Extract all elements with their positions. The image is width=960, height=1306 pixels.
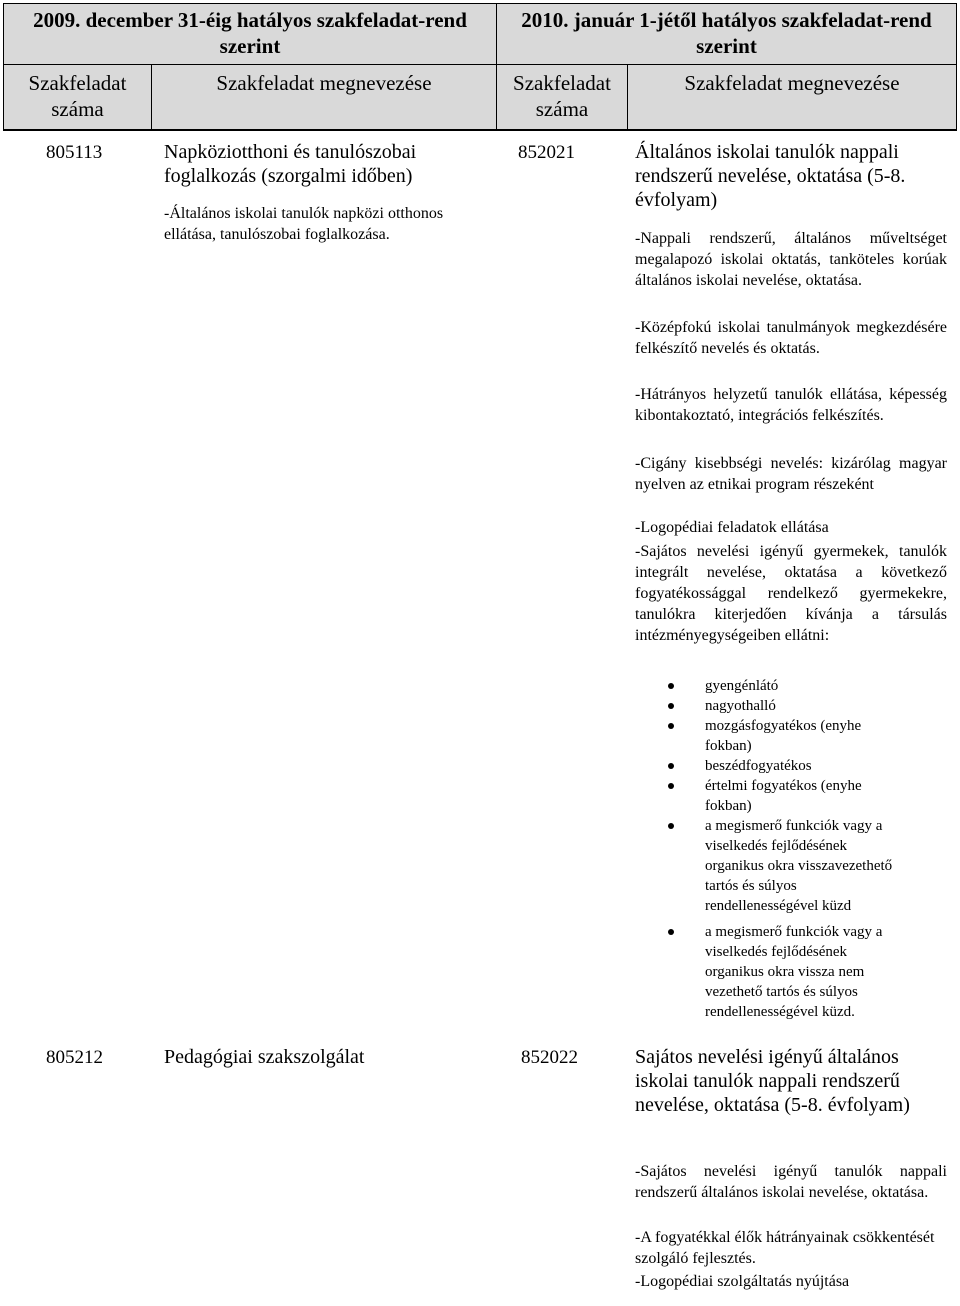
list-item: nagyothalló — [705, 696, 895, 716]
new-code: 852022 — [521, 1047, 578, 1068]
new-desc-item: -A fogyatékkal élők hátrányainak csökkentését szolgáló fejlesztés. — [635, 1229, 935, 1267]
bullet-icon — [668, 723, 674, 729]
list-item: a megismerő funkciók vagy a viselkedés fejlődésének organikus okra vissza nem vezethető tartós és súlyos rendellenességével küzd. — [705, 922, 895, 1022]
right-period-heading: 2010. január 1-jétől hatályos szakfeladat-rend szerint — [521, 8, 932, 58]
new-desc-item: -Nappali rendszerű, általános műveltséget megalapozó iskolai oktatás, tanköteles korúak általános iskolai nevelése, oktatása. — [635, 230, 947, 289]
new-desc-item: -Logopédiai feladatok ellátása — [635, 519, 829, 536]
new-desc-item: -Sajátos nevelési igényű tanulók nappali rendszerű általános iskolai nevelése, oktatása. — [635, 1163, 947, 1201]
list-item: a megismerő funkciók vagy a viselkedés fejlődésének organikus okra visszavezethető tartós és súlyos rendellenességével küzd — [705, 816, 895, 916]
period-header-band — [3, 3, 957, 65]
list-item: mozgásfogyatékos (enyhe fokban) — [705, 716, 895, 756]
bullet-icon — [668, 683, 674, 689]
column-header-row — [3, 65, 957, 131]
new-code: 852021 — [518, 142, 575, 163]
new-desc-item: -Cigány kisebbségi nevelés: kizárólag magyar nyelven az etnikai program részeként — [635, 455, 947, 493]
new-desc-item: -Logopédiai szolgáltatás nyújtása — [635, 1273, 850, 1290]
list-item: gyengénlátó — [705, 676, 895, 696]
col-header-new-name: Szakfeladat megnevezése — [684, 71, 900, 95]
col-header-old-code: Szakfeladat száma — [4, 65, 152, 129]
col-header-old-name: Szakfeladat megnevezése — [152, 65, 497, 129]
document-table — [3, 3, 957, 1303]
bullet-icon — [668, 823, 674, 829]
list-item: értelmi fogyatékos (enyhe fokban) — [705, 776, 895, 816]
old-name: Napköziotthoni és tanulószobai foglalkozás (szorgalmi időben) — [164, 141, 417, 187]
bullet-icon — [668, 763, 674, 769]
new-desc-item: -Középfokú iskolai tanulmányok megkezdésére felkészítő nevelés és oktatás. — [635, 319, 947, 357]
old-name: Pedagógiai szakszolgálat — [164, 1046, 365, 1068]
left-period-heading: 2009. december 31-éig hatályos szakfeladat-rend szerint — [4, 4, 497, 64]
new-name: Általános iskolai tanulók nappali rendszerű nevelése, oktatása (5-8. évfolyam) — [635, 141, 906, 211]
new-desc-item: -Sajátos nevelési igényű gyermekek, tanulók integrált nevelése, oktatása a következő fogyatékossággal rendelkező gyermekekre, tanulókra kiterjedően kívánja a társulás intézményegységeiben ellátni: — [635, 543, 947, 644]
bullet-icon — [668, 783, 674, 789]
bullet-icon — [668, 929, 674, 935]
old-description: -Általános iskolai tanulók napközi otthonos ellátása, tanulószobai foglalkozása. — [164, 205, 444, 243]
old-code: 805113 — [46, 142, 103, 163]
new-name: Sajátos nevelési igényű általános iskolai tanulók nappali rendszerű nevelése, oktatása (5-8. évfolyam) — [635, 1046, 910, 1116]
col-header-new-code: Szakfeladat száma — [497, 65, 628, 129]
old-code: 805212 — [46, 1047, 103, 1068]
list-item: beszédfogyatékos — [705, 756, 895, 776]
new-desc-item: -Hátrányos helyzetű tanulók ellátása, képesség kibontakoztató, integrációs felkészítés. — [635, 386, 947, 424]
disability-list — [705, 676, 895, 1022]
bullet-icon — [668, 703, 674, 709]
